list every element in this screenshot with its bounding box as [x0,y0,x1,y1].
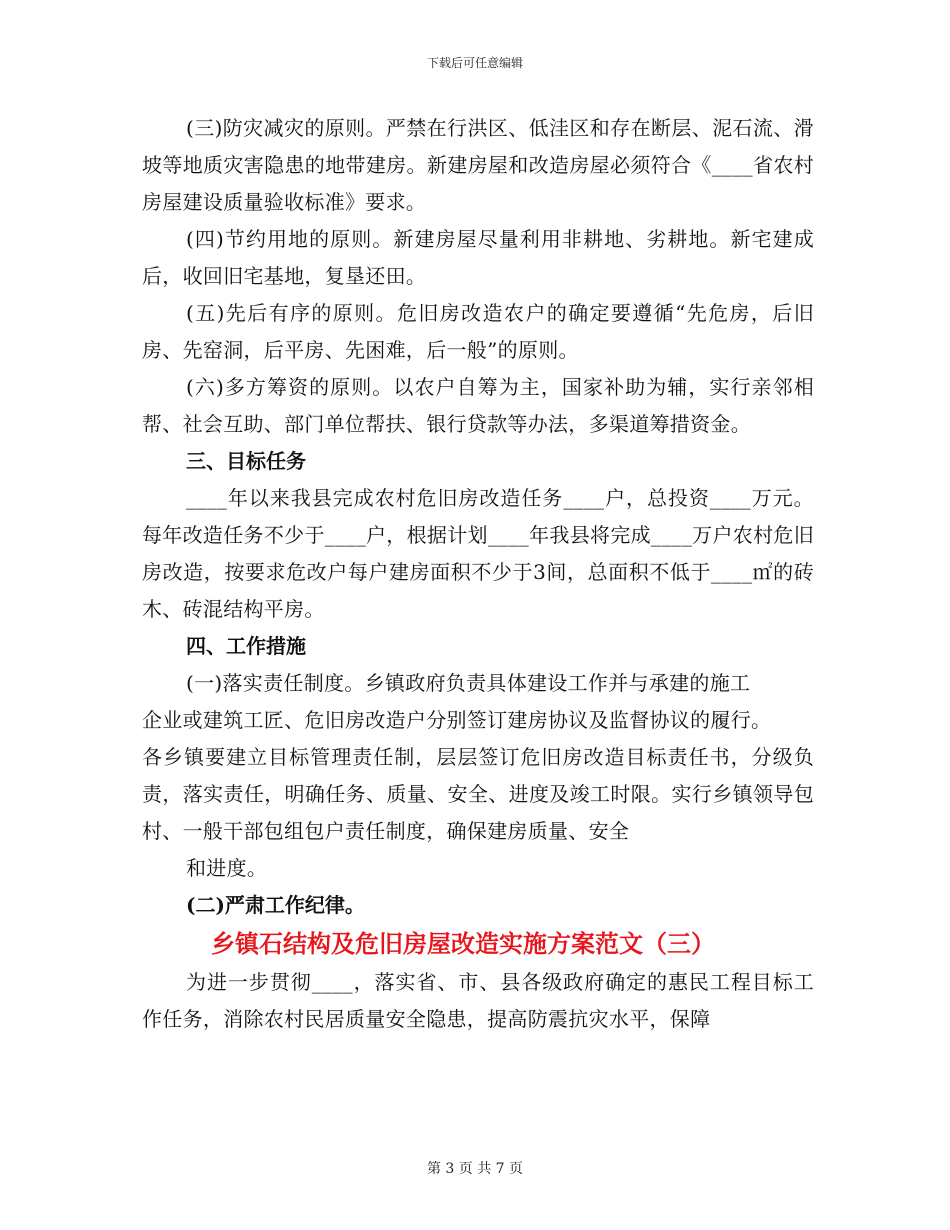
paragraph-responsibility-line1: (一)落实责任制度。乡镇政府负责具体建设工作并与承建的施工 [186,671,751,695]
section-heading-goals: 三、目标任务 [186,449,306,473]
paragraph-responsibility-rest: 各乡镇要建立目标管理责任制，层层签订危旧房改造目标责任书，分级负责，落实责任，明确任务、质量、安全、进度及竣工时限。实行乡镇领导包村、一般干部包组包户责任制度，确保建房质量、安全 [142,745,814,843]
paragraph-responsibility-end: 和进度。 [186,856,268,880]
section-heading-measures: 四、工作措施 [186,634,306,658]
document-body [142,110,814,1038]
paragraph-intro: 为进一步贯彻____，落实省、市、县各级政府确定的惠民工程目标工作任务，消除农村民居质量安全隐患，提高防震抗灾水平，保障 [142,970,814,1031]
page-footer: 第 3 页 共 7 页 [426,1161,524,1177]
paragraph-order-priority: (五)先后有序的原则。危旧房改造农户的确定要遵循“先危房，后旧房、先窑洞，后平房、先困难，后一般”的原则。 [142,301,814,362]
paragraph-goals: ____年以来我县完成农村危旧房改造任务____户，总投资____万元。每年改造任务不少于____户，根据计划____年我县将完成____万户农村危旧房改造，按要求危改户每户建房面积不少于3间，总面积不低于____㎡的砖木、砖混结构平房。 [142,486,814,621]
subheading-work-discipline: (二)严肃工作纪律。 [186,893,365,917]
paragraph-responsibility-line2: 企业或建筑工匠、危旧房改造户分别签订建房协议及监督协议的履行。 [142,708,772,732]
paragraph-disaster-prevention: (三)防灾减灾的原则。严禁在行洪区、低洼区和存在断层、泥石流、滑坡等地质灾害隐患的地带建房。新建房屋和改造房屋必须符合《____省农村房屋建设质量验收标准》要求。 [142,116,814,214]
document-title-red: 乡镇石结构及危旧房屋改造实施方案范文（三） [211,929,715,958]
paragraph-land-saving: (四)节约用地的原则。新建房屋尽量利用非耕地、劣耕地。新宅建成后，收回旧宅基地，复垦还田。 [142,227,814,288]
page-header: 下载后可任意编辑 [426,56,523,70]
paragraph-multi-funding: (六)多方筹资的原则。以农户自筹为主，国家补助为辅，实行亲邻相帮、社会互助、部门单位帮扶、银行贷款等办法，多渠道筹措资金。 [142,375,814,436]
